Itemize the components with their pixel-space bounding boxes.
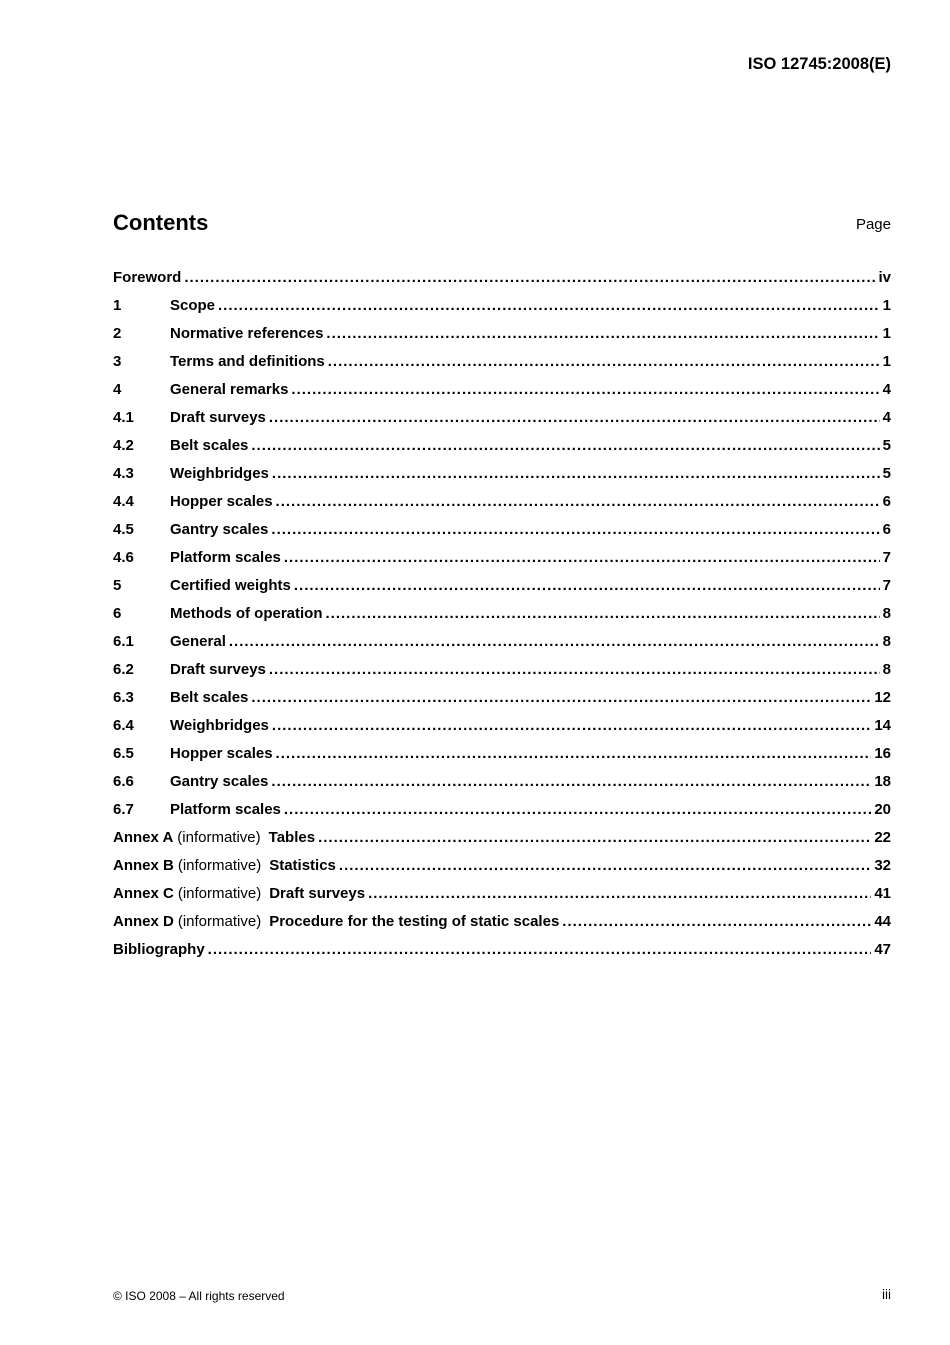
annex-id: Annex D — [113, 913, 174, 930]
toc-entry[interactable] — [113, 296, 891, 324]
dot-leader — [272, 464, 880, 484]
toc-entry-label: Draft surveys — [170, 661, 266, 678]
annex-qualifier: (informative) — [177, 857, 262, 874]
annex-id: Annex A — [113, 829, 174, 846]
toc-entry-number: 1 — [113, 297, 122, 314]
toc-entry-label: General remarks — [170, 381, 289, 398]
toc-annex-entry[interactable] — [113, 912, 891, 940]
toc-entry-label: Foreword — [113, 269, 182, 286]
toc-annex-entry[interactable] — [113, 856, 891, 884]
toc-entry-page: 20 — [874, 801, 891, 818]
toc-entry-number: 4.1 — [113, 409, 134, 426]
toc-entry-page: 8 — [882, 661, 891, 678]
page-number: iii — [882, 1287, 891, 1302]
dot-leader — [271, 772, 871, 792]
dot-leader — [271, 520, 879, 540]
toc-entry-number: 4.6 — [113, 549, 134, 566]
toc-entry-number: 5 — [113, 577, 122, 594]
toc-entry-page: 22 — [874, 829, 891, 846]
toc-entry-page: 1 — [882, 297, 891, 314]
dot-leader — [328, 352, 880, 372]
page-column-label: Page — [855, 216, 891, 233]
toc-entry-page: iv — [878, 269, 891, 286]
dot-leader — [291, 380, 879, 400]
toc-entry-page: 6 — [882, 521, 891, 538]
dot-leader — [184, 268, 875, 288]
toc-entry-number: 6.6 — [113, 773, 134, 790]
toc-entry-number: 6.4 — [113, 717, 134, 734]
toc-entry[interactable] — [113, 520, 891, 548]
page-title: Contents — [113, 210, 209, 235]
toc-entry[interactable] — [113, 548, 891, 576]
toc-entry[interactable] — [113, 576, 891, 604]
toc-entry[interactable] — [113, 660, 891, 688]
dot-leader — [276, 744, 872, 764]
toc-entry-label: Hopper scales — [170, 745, 273, 762]
dot-leader — [269, 408, 880, 428]
toc-entry[interactable] — [113, 688, 891, 716]
toc-entry-page: 6 — [882, 493, 891, 510]
dot-leader — [229, 632, 880, 652]
dot-leader — [294, 576, 880, 596]
toc-entry-number: 4.5 — [113, 521, 134, 538]
toc-entry-label: Draft surveys — [170, 409, 266, 426]
dot-leader — [251, 688, 871, 708]
toc-entry-number: 2 — [113, 325, 122, 342]
toc-entry-label: Platform scales — [170, 549, 281, 566]
toc-entry[interactable] — [113, 436, 891, 464]
toc-entry-page: 4 — [882, 381, 891, 398]
table-of-contents — [113, 268, 891, 968]
toc-entry-label: Gantry scales — [170, 773, 269, 790]
toc-entry-page: 18 — [874, 773, 891, 790]
toc-entry-number: 4.2 — [113, 437, 134, 454]
toc-entry-number: 6.1 — [113, 633, 134, 650]
dot-leader — [251, 436, 879, 456]
toc-entry-page: 5 — [882, 465, 891, 482]
toc-entry-page: 8 — [882, 633, 891, 650]
toc-annex-entry[interactable] — [113, 884, 891, 912]
toc-entry-page: 44 — [874, 913, 891, 930]
toc-entry-label: Scope — [170, 297, 216, 314]
annex-qualifier: (informative) — [177, 913, 262, 930]
toc-entry[interactable] — [113, 604, 891, 632]
toc-entry-number: 6 — [113, 605, 122, 622]
toc-entry-page: 41 — [874, 885, 891, 902]
annex-id: Annex C — [113, 885, 174, 902]
annex-id: Annex B — [113, 857, 174, 874]
toc-entry-bibliography[interactable] — [113, 940, 891, 968]
contents-title-row — [113, 210, 891, 240]
toc-entry[interactable] — [113, 380, 891, 408]
toc-entry[interactable] — [113, 744, 891, 772]
toc-entry-number: 6.7 — [113, 801, 134, 818]
toc-entry[interactable] — [113, 800, 891, 828]
toc-entry[interactable] — [113, 492, 891, 520]
toc-entry-foreword[interactable] — [113, 268, 891, 296]
toc-entry-label: Certified weights — [170, 577, 291, 594]
dot-leader — [284, 548, 880, 568]
toc-entry-number: 3 — [113, 353, 122, 370]
toc-entry[interactable] — [113, 716, 891, 744]
dot-leader — [208, 940, 872, 960]
toc-entry-page: 4 — [882, 409, 891, 426]
toc-entry-label: General — [170, 633, 226, 650]
toc-entry-label: Platform scales — [170, 801, 281, 818]
toc-entry-label: Normative references — [170, 325, 324, 342]
annex-title: Procedure for the testing of static scales — [269, 913, 560, 930]
annex-qualifier: (informative) — [177, 885, 262, 902]
annex-title: Tables — [268, 829, 316, 846]
dot-leader — [326, 324, 879, 344]
dot-leader — [368, 884, 871, 904]
dot-leader — [284, 800, 871, 820]
toc-entry-page: 8 — [882, 605, 891, 622]
dot-leader — [562, 912, 871, 932]
dot-leader — [318, 828, 871, 848]
dot-leader — [218, 296, 880, 316]
toc-entry-label: Belt scales — [170, 689, 249, 706]
dot-leader — [326, 604, 880, 624]
document-id-header: ISO 12745:2008(E) — [747, 55, 891, 73]
toc-entry-label: Terms and definitions — [170, 353, 325, 370]
toc-entry-page: 1 — [882, 353, 891, 370]
toc-entry-page: 7 — [882, 549, 891, 566]
toc-entry-page: 14 — [874, 717, 891, 734]
toc-entry-label: Belt scales — [170, 437, 249, 454]
toc-entry-number: 6.2 — [113, 661, 134, 678]
toc-entry[interactable] — [113, 632, 891, 660]
toc-entry-label: Weighbridges — [170, 717, 269, 734]
annex-qualifier: (informative) — [177, 829, 261, 846]
toc-entry[interactable] — [113, 772, 891, 800]
toc-entry-number: 4.3 — [113, 465, 134, 482]
copyright-footer: © ISO 2008 – All rights reserved — [113, 1289, 285, 1303]
toc-entry-label: Gantry scales — [170, 521, 269, 538]
toc-entry-page: 16 — [874, 745, 891, 762]
toc-entry[interactable] — [113, 408, 891, 436]
toc-entry-page: 47 — [874, 941, 891, 958]
toc-annex-entry[interactable] — [113, 828, 891, 856]
toc-entry-number: 4 — [113, 381, 122, 398]
toc-entry[interactable] — [113, 352, 891, 380]
dot-leader — [339, 856, 871, 876]
toc-entry-page: 5 — [882, 437, 891, 454]
toc-entry-label: Bibliography — [113, 941, 205, 958]
toc-entry[interactable] — [113, 464, 891, 492]
annex-title: Draft surveys — [269, 885, 366, 902]
toc-entry[interactable] — [113, 324, 891, 352]
dot-leader — [269, 660, 880, 680]
toc-entry-number: 6.5 — [113, 745, 134, 762]
dot-leader — [272, 716, 871, 736]
dot-leader — [276, 492, 880, 512]
toc-entry-page: 12 — [874, 689, 891, 706]
toc-entry-label: Weighbridges — [170, 465, 269, 482]
toc-entry-page: 1 — [882, 325, 891, 342]
toc-entry-number: 4.4 — [113, 493, 134, 510]
toc-entry-label: Methods of operation — [170, 605, 323, 622]
toc-entry-number: 6.3 — [113, 689, 134, 706]
toc-entry-page: 32 — [874, 857, 891, 874]
annex-title: Statistics — [269, 857, 336, 874]
toc-entry-label: Hopper scales — [170, 493, 273, 510]
toc-entry-page: 7 — [882, 577, 891, 594]
